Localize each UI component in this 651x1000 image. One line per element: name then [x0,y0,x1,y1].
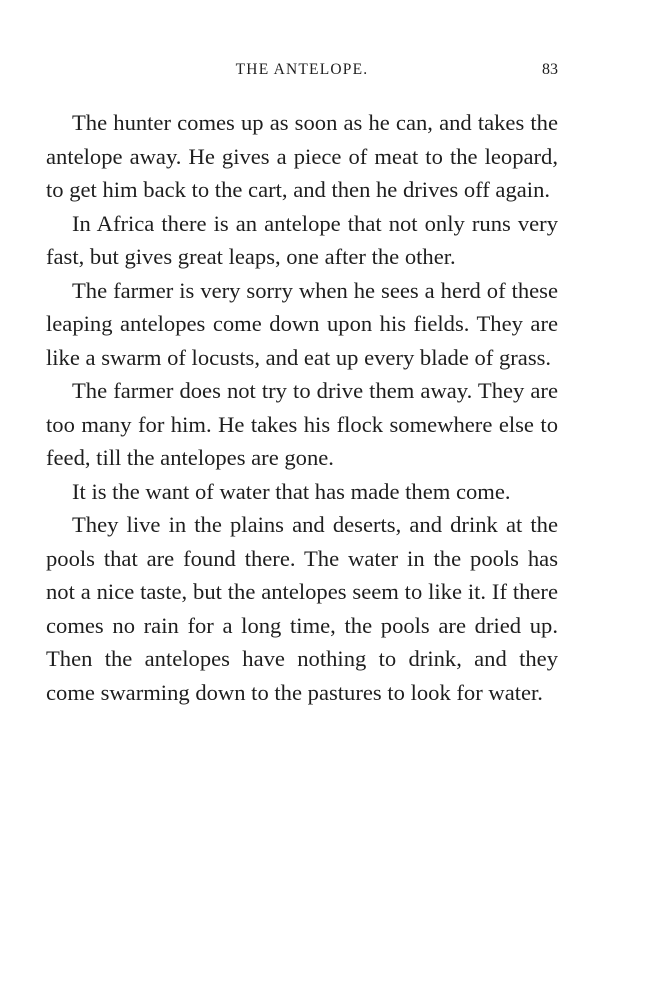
body-text [46,106,558,709]
paragraph-farmer-sorry: The farmer is very sorry when he sees a herd of these leaping antelopes come down upon his fields. They are like a swarm of locusts, and eat up every blade of grass. [46,277,558,370]
paragraph-hunter: The hunter comes up as soon as he can, and takes the antelope away. He gives a piece of meat to the leopard, to get him back to the cart, and then he drives off again. [46,110,558,202]
paragraph-plains-deserts: They live in the plains and deserts, and drink at the pools that are found there. The water in the pools has not a nice taste, but the antelopes seem to like it. If there comes no rain for a long time, the pools are dried up. Then the antelopes have nothing to drink, and they come swarming down to the pastures to look for water. [46,512,558,705]
paragraph-want-of-water: It is the want of water that has made them come. [72,478,511,504]
paragraph-farmer-drive: The farmer does not try to drive them away. They are too many for him. He takes his flock somewhere else to feed, till the antelopes are gone. [46,378,558,470]
paragraph-africa-antelope: In Africa there is an antelope that not only runs very fast, but gives great leaps, one after the other. [46,210,558,269]
page-number: 83 [542,61,558,78]
running-header [46,58,558,82]
running-title: THE ANTELOPE. [235,61,369,78]
